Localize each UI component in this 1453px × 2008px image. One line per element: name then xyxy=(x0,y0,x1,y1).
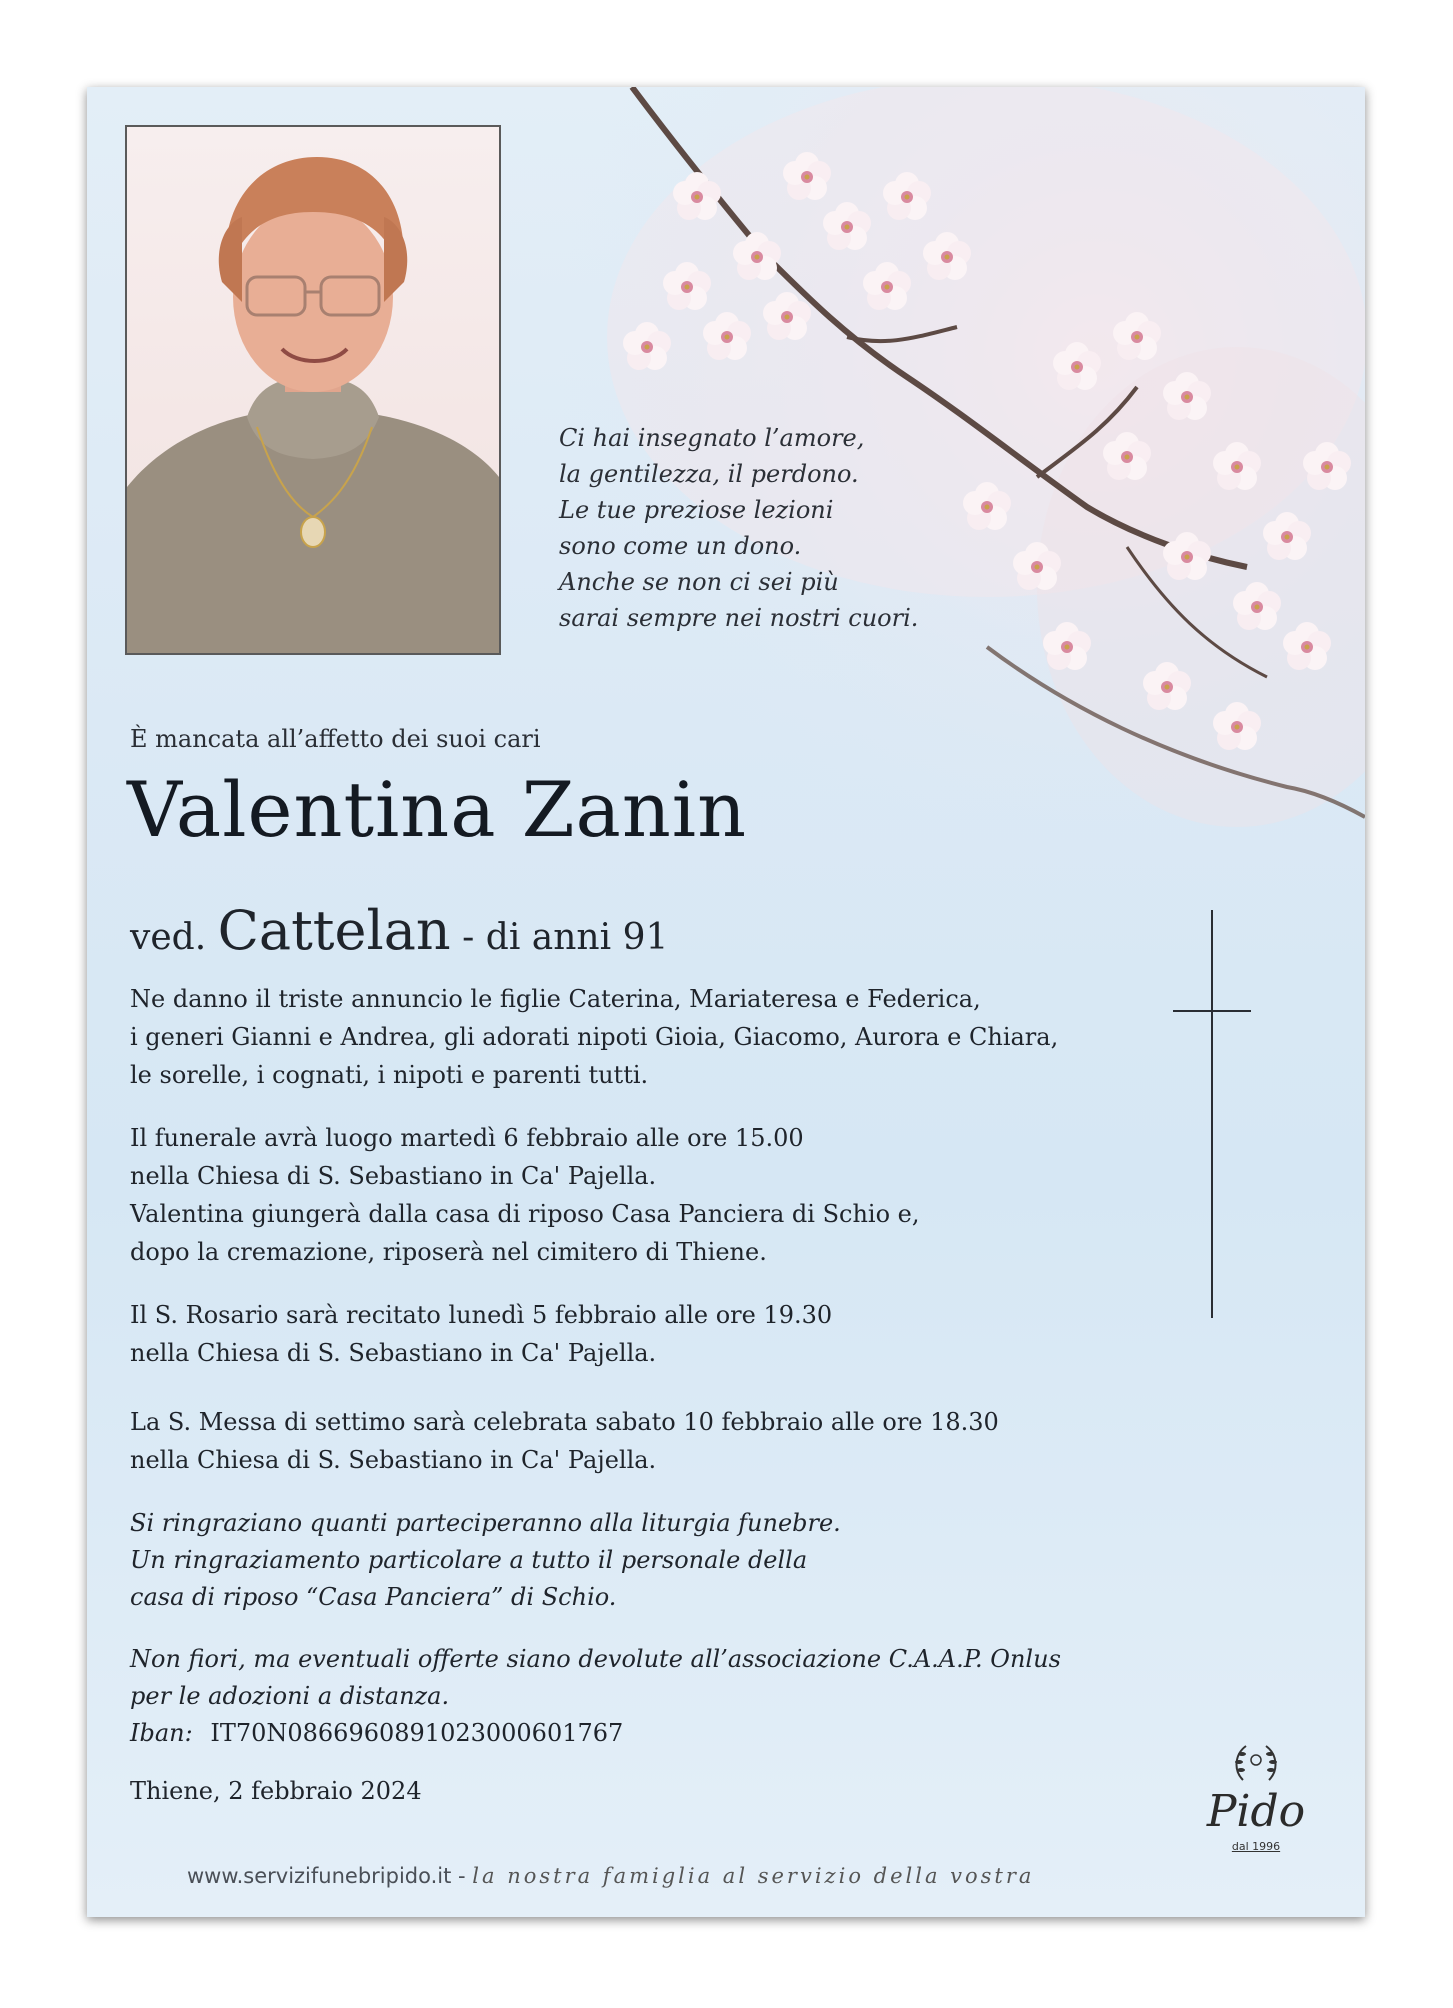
laurel-wreath-icon xyxy=(1191,1740,1321,1786)
cross-icon xyxy=(1173,910,1251,1318)
donations-line: per le adozioni a distanza. xyxy=(130,1682,450,1710)
date-place: Thiene, 2 febbraio 2024 xyxy=(130,1777,422,1805)
rosary-line: Il S. Rosario sarà recitato lunedì 5 febbraio alle ore 19.30 xyxy=(130,1301,833,1329)
footer xyxy=(187,1864,1034,1888)
poem-line: sarai sempre nei nostri cuori. xyxy=(559,604,919,632)
footer-motto: la nostra famiglia al servizio della vostra xyxy=(472,1864,1035,1888)
donations-paragraph xyxy=(130,1641,1150,1752)
iban-row xyxy=(130,1715,1150,1752)
funeral-paragraph xyxy=(130,1119,1150,1271)
funeral-line: Valentina giungerà dalla casa di riposo Casa Panciera di Schio e, xyxy=(130,1200,920,1228)
iban-label: Iban: xyxy=(130,1719,193,1747)
iban-value: IT70N0866960891023000601767 xyxy=(210,1719,624,1747)
funeral-line: nella Chiesa di S. Sebastiano in Ca' Pajella. xyxy=(130,1162,657,1190)
married-name: Cattelan xyxy=(217,899,451,962)
poem-line: sono come un dono. xyxy=(559,532,802,560)
poem-line: Ci hai insegnato l’amore, xyxy=(559,424,865,452)
intro-text: È mancata all’affetto dei suoi cari xyxy=(130,725,541,753)
mass-line: nella Chiesa di S. Sebastiano in Ca' Pajella. xyxy=(130,1446,657,1474)
footer-separator: - xyxy=(451,1864,473,1888)
website-link[interactable]: www.servizifunebripido.it xyxy=(187,1864,452,1888)
deceased-name: Valentina Zanin xyxy=(127,765,748,854)
logo-since: dal 1996 xyxy=(1231,1840,1281,1853)
funeral-home-logo xyxy=(1191,1740,1321,1858)
rosary-line: nella Chiesa di S. Sebastiano in Ca' Pajella. xyxy=(130,1339,657,1367)
poem-line: la gentilezza, il perdono. xyxy=(559,460,859,488)
portrait-illustration xyxy=(127,127,499,653)
thanks-line: casa di riposo “Casa Panciera” di Schio. xyxy=(130,1583,617,1611)
announcement-paragraph xyxy=(130,980,1150,1094)
announcement-line: Ne danno il triste annuncio le figlie Caterina, Mariateresa e Federica, xyxy=(130,985,981,1013)
rosary-paragraph xyxy=(130,1296,1150,1372)
portrait-photo xyxy=(125,125,501,655)
ved-label: ved. xyxy=(130,917,207,958)
thanks-paragraph xyxy=(130,1505,1150,1616)
age-text: - di anni 91 xyxy=(462,917,669,958)
obituary-sheet xyxy=(87,87,1365,1917)
funeral-line: Il funerale avrà luogo martedì 6 febbraio alle ore 15.00 xyxy=(130,1124,804,1152)
thanks-line: Si ringraziano quanti parteciperanno alla liturgia funebre. xyxy=(130,1509,841,1537)
poem-line: Le tue preziose lezioni xyxy=(559,496,834,524)
subline xyxy=(130,899,668,962)
poem-line: Anche se non ci sei più xyxy=(559,568,839,596)
funeral-line: dopo la cremazione, riposerà nel cimitero di Thiene. xyxy=(130,1238,767,1266)
thanks-line: Un ringraziamento particolare a tutto il personale della xyxy=(130,1546,808,1574)
poem xyxy=(559,420,979,636)
mass-paragraph xyxy=(130,1403,1150,1479)
logo-name: Pido xyxy=(1206,1786,1306,1837)
announcement-line: le sorelle, i cognati, i nipoti e parenti tutti. xyxy=(130,1061,649,1089)
donations-line: Non fiori, ma eventuali offerte siano devolute all’associazione C.A.A.P. Onlus xyxy=(130,1645,1061,1673)
mass-line: La S. Messa di settimo sarà celebrata sabato 10 febbraio alle ore 18.30 xyxy=(130,1408,999,1436)
announcement-line: i generi Gianni e Andrea, gli adorati nipoti Gioia, Giacomo, Aurora e Chiara, xyxy=(130,1023,1059,1051)
